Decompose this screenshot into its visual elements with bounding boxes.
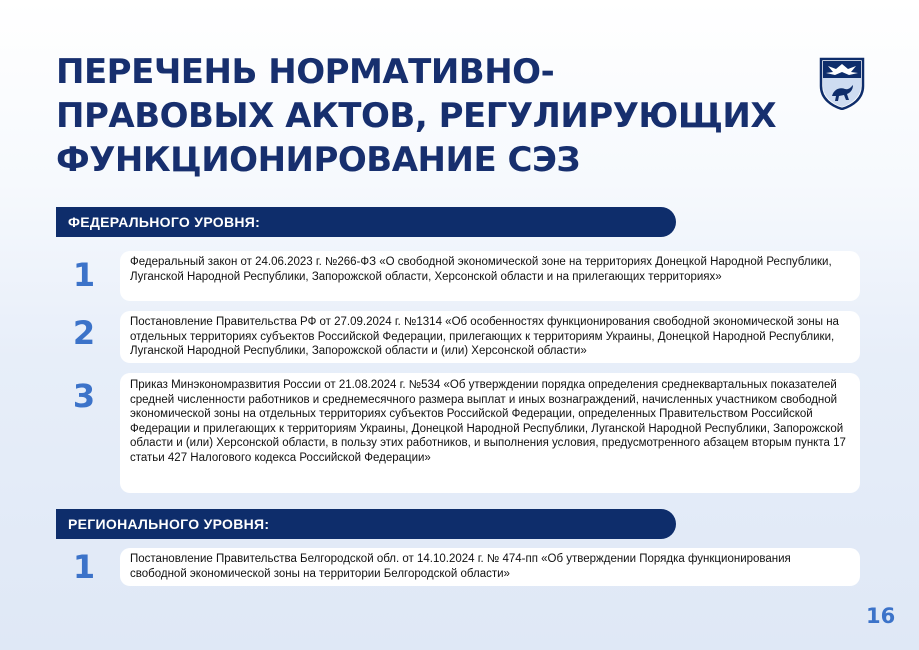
federal-item-3-card: Приказ Минэкономразвития России от 21.08.2024 г. №534 «Об утверждении порядка определения среднеквартальных показателей средней численности работников и среднемесячного размера выплат и иных вознаграждений, начисленных участником свободной экономической зоны на отдельных территориях субъектов Российской Федерации, определенных Правительством Российской Федерации и прилегающих к территориям Украины, Донецкой Народной Республики, Луганской Народной Республики, Запорожской области и (или) Херсонской области, в пользу этих работников, и выполнения условия, предусмотренного абзацем вторым пункта 17 статьи 427 Налогового кодекса Российской Федерации»: [120, 373, 860, 493]
page-number: 16: [866, 604, 896, 628]
federal-item-3-number: 3: [72, 377, 96, 415]
federal-item-1-number: 1: [72, 256, 96, 294]
title-line-3: ФУНКЦИОНИРОВАНИЕ СЭЗ: [56, 140, 581, 180]
title-line-1: ПЕРЕЧЕНЬ НОРМАТИВНО-: [56, 52, 555, 92]
federal-item-2-number: 2: [72, 314, 96, 352]
federal-section-heading: ФЕДЕРАЛЬНОГО УРОВНЯ:: [56, 207, 676, 237]
regional-item-1-number: 1: [72, 548, 96, 586]
federal-item-2-card: Постановление Правительства РФ от 27.09.2024 г. №1314 «Об особенностях функционирования свободной экономической зоны на отдельных территориях субъектов Российской Федерации, прилегающих к территориям Украины, Донецкой Народной Республики, Луганской Народной Республики, Запорожской области и (или) Херсонской области»: [120, 311, 860, 363]
federal-item-1-card: Федеральный закон от 24.06.2023 г. №266-ФЗ «О свободной экономической зоне на территориях Донецкой Народной Республики, Луганской Народной Республики, Запорожской области, Херсонской области и на прилегающих территориях»: [120, 251, 860, 301]
page-title: [56, 50, 816, 182]
title-line-2: ПРАВОВЫХ АКТОВ, РЕГУЛИРУЮЩИХ: [56, 96, 777, 136]
belgorod-coat-of-arms-icon: [818, 56, 866, 110]
regional-section-heading: РЕГИОНАЛЬНОГО УРОВНЯ:: [56, 509, 676, 539]
regional-item-1-card: Постановление Правительства Белгородской обл. от 14.10.2024 г. № 474-пп «Об утверждении Порядка функционирования свободной экономической зоны на территории Белгородской области»: [120, 548, 860, 586]
